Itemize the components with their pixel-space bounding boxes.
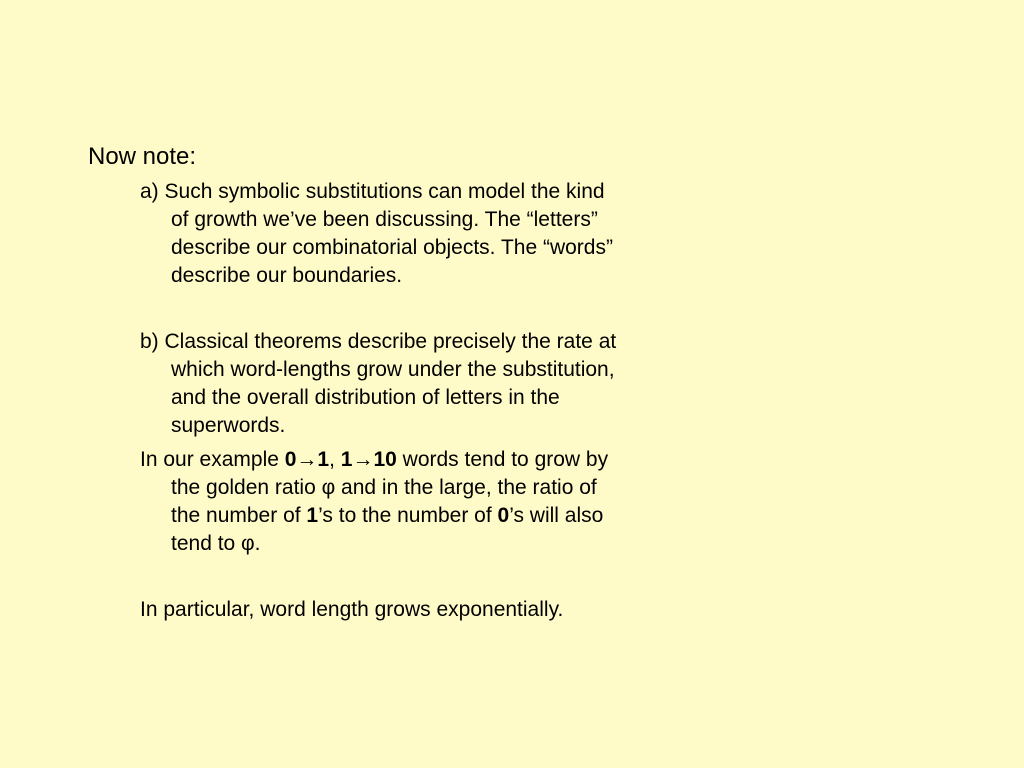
- digit-one: 1: [306, 504, 319, 527]
- paragraph-example-line: the golden ratio φ and in the large, the ratio of: [171, 476, 597, 499]
- substitution-rule-1: 1→10: [340, 448, 397, 471]
- ratio-prefix: the number of: [171, 504, 307, 527]
- paragraph-b-line: superwords.: [171, 414, 286, 437]
- substitution-rule-0: 0→1: [284, 448, 330, 471]
- paragraph-b-line: b) Classical theorems describe precisely the rate at: [140, 330, 617, 353]
- paragraph-a: [140, 178, 730, 290]
- paragraph-a-line: describe our boundaries.: [171, 264, 403, 287]
- paragraph-example-line: [140, 502, 730, 530]
- ratio-suffix: ’s will also: [509, 504, 604, 527]
- paragraph-example-line: [140, 446, 730, 474]
- paragraph-a-line: of growth we’ve been discussing. The “letters”: [171, 208, 598, 231]
- example-prefix: In our example: [140, 448, 285, 471]
- ratio-middle: ’s to the number of: [318, 504, 498, 527]
- paragraph-conclusion-line: In particular, word length grows exponentially.: [140, 598, 564, 621]
- paragraph-example-line: tend to φ.: [171, 532, 261, 555]
- paragraph-a-line: describe our combinatorial objects. The “words”: [171, 236, 613, 259]
- paragraph-b: [140, 328, 730, 440]
- rule-separator: ,: [329, 448, 341, 471]
- paragraph-a-line: a) Such symbolic substitutions can model the kind: [140, 180, 605, 203]
- paragraph-b-line: and the overall distribution of letters in the: [171, 386, 560, 409]
- paragraph-conclusion: [140, 596, 730, 624]
- digit-zero: 0: [497, 504, 510, 527]
- paragraph-b-line: which word-lengths grow under the substitution,: [171, 358, 615, 381]
- slide-heading: Now note:: [88, 143, 197, 170]
- paragraph-example: [140, 446, 730, 558]
- example-suffix: words tend to grow by: [396, 448, 609, 471]
